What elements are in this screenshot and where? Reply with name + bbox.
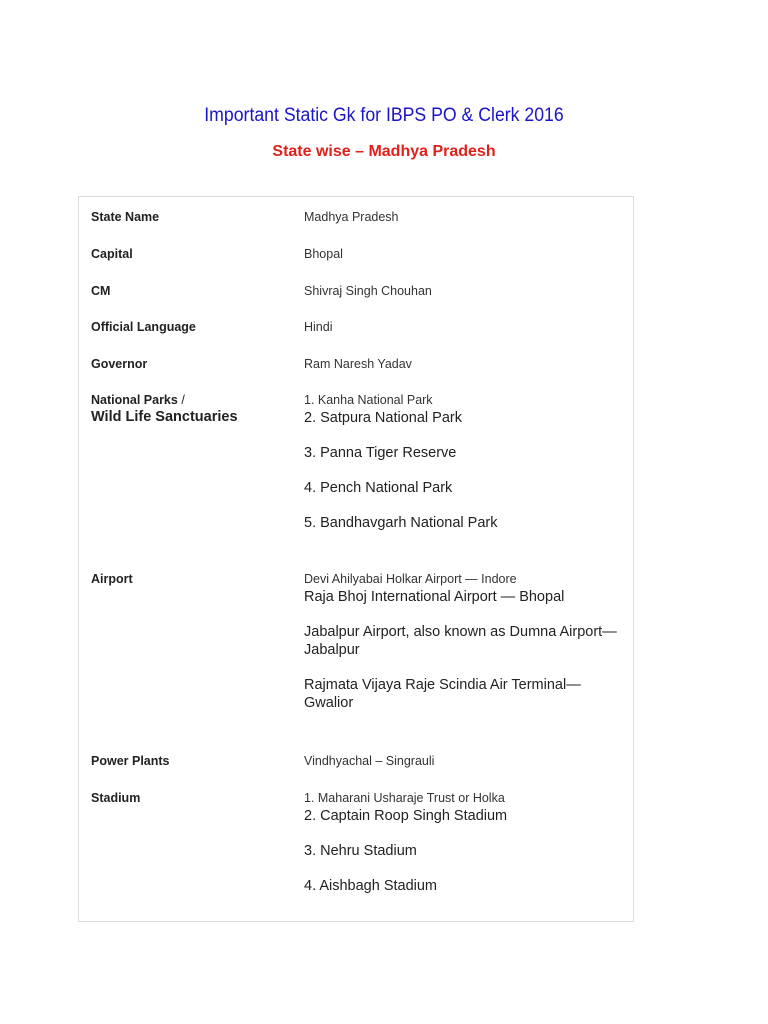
row-value-capital: Bhopal	[304, 247, 343, 261]
row-value-state-name: Madhya Pradesh	[304, 210, 399, 224]
page-subtitle: State wise – Madhya Pradesh	[272, 143, 496, 160]
list-item: 4. Aishbagh Stadium	[304, 878, 438, 894]
list-item: 5. Bandhavgarh National Park	[304, 515, 498, 531]
page-title: Important Static Gk for IBPS PO & Clerk 2016	[204, 105, 564, 126]
row-label-national-parks	[91, 393, 238, 425]
list-item: Rajmata Vijaya Raje Scindia Air Terminal—	[304, 677, 581, 693]
national-parks-slash: /	[177, 393, 185, 407]
wildlife-sanctuaries-label: Wild Life Sanctuaries	[91, 409, 238, 425]
list-item: Jabalpur Airport, also known as Dumna Airport—	[304, 624, 617, 640]
list-item: 1. Maharani Usharaje Trust or Holka	[304, 791, 505, 805]
list-item: Jabalpur	[304, 642, 360, 658]
row-label-power-plants: Power Plants	[91, 754, 170, 768]
list-item: Devi Ahilyabai Holkar Airport — Indore	[304, 572, 517, 586]
row-label-governor: Governor	[91, 357, 148, 371]
list-item: Raja Bhoj International Airport — Bhopal	[304, 589, 565, 605]
list-item: 1. Kanha National Park	[304, 393, 433, 407]
row-value-cm: Shivraj Singh Chouhan	[304, 284, 432, 298]
row-value-governor: Ram Naresh Yadav	[304, 357, 412, 371]
row-label-airport: Airport	[91, 572, 133, 586]
list-item: 3. Nehru Stadium	[304, 843, 417, 859]
row-label-stadium: Stadium	[91, 791, 141, 805]
row-label-official-language: Official Language	[91, 320, 196, 334]
row-label-state-name: State Name	[91, 210, 160, 224]
airport-list	[304, 572, 624, 712]
list-item: Gwalior	[304, 695, 354, 711]
list-item: 3. Panna Tiger Reserve	[304, 445, 457, 461]
row-label-capital: Capital	[91, 247, 133, 261]
stadium-list	[304, 791, 624, 895]
list-item: 2. Captain Roop Singh Stadium	[304, 808, 508, 824]
national-parks-list	[304, 393, 624, 532]
list-item: 4. Pench National Park	[304, 480, 453, 496]
row-label-cm: CM	[91, 284, 111, 298]
row-value-power-plants: Vindhyachal – Singrauli	[304, 754, 435, 768]
national-parks-label: National Parks	[91, 393, 178, 407]
row-value-official-language: Hindi	[304, 320, 333, 334]
list-item: 2. Satpura National Park	[304, 410, 462, 426]
